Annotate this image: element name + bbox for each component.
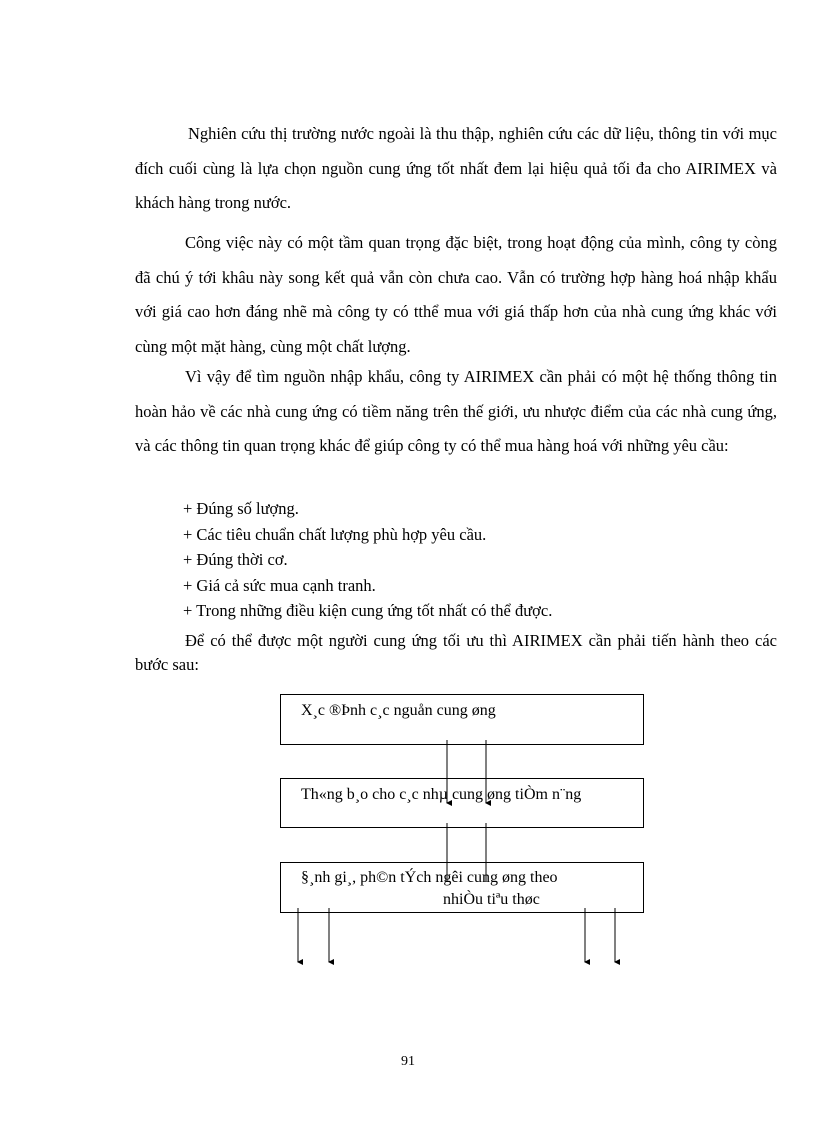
page-number: 91 (401, 1054, 415, 1069)
list-item: + Đúng số lượng. (183, 499, 299, 518)
list-item: + Các tiêu chuẩn chất lượng phù hợp yêu cầu. (183, 524, 487, 544)
paragraph-information-system: Vì vậy để tìm nguồn nhập khẩu, công ty AIRIMEX cần phải có một hệ thống thông tin hoàn hảo về các nhà cung ứng có tiềm năng trên thế giới, ưu nhược điểm của các nhà cung ứng, và các thông tin quan trọng khác để giúp công ty có thể mua hàng hoá với những yêu cầu: (135, 367, 777, 455)
requirements-list (183, 496, 552, 624)
paragraph-intro: Nghiên cứu thị trường nước ngoài là thu thập, nghiên cứu các dữ liệu, thông tin với mục đích cuối cùng là lựa chọn nguồn cung ứng tốt nhất đem lại hiệu quả tối đa cho AIRIMEX và khách hàng trong nước. (135, 124, 777, 212)
list-item: + Trong những điều kiện cung ứng tốt nhất có thể được. (183, 601, 553, 620)
list-item: + Giá cả sức mua cạnh tranh. (183, 575, 376, 595)
flowchart-step-label: X¸c ®Þnh c¸c nguån cung øng (301, 702, 496, 719)
flowchart-step-label-line2: nhiÒu tiªu thøc (443, 891, 540, 908)
flowchart-step-identify-sources (280, 694, 644, 745)
flowchart-step-label: Th«ng b¸o cho c¸c nhµ cung øng tiÒm n¨ng (301, 786, 582, 803)
paragraph-importance: Công việc này có một tầm quan trọng đặc biệt, trong hoạt động của mình, công ty còng đã chú ý tới khâu này song kết quả vẫn còn chưa cao. Vẫn có trường hợp hàng hoá nhập khẩu với giá cao hơn đáng nhẽ mà công ty có tthể mua với giá thấp hơn của nhà cung ứng khác với cùng một mặt hàng, cùng một chất lượng. (135, 233, 777, 356)
flowchart-step-notify-suppliers (280, 778, 644, 828)
list-item: + Đúng thời cơ. (183, 550, 288, 569)
paragraph-steps-intro: Để có thể được một người cung ứng tối ưu thì AIRIMEX cần phải tiến hành theo các bước sau: (135, 631, 777, 674)
flowchart-step-evaluate-suppliers (280, 862, 644, 913)
flowchart-step-label: §¸nh gi¸, ph©n tÝch ngêi cung øng theo (301, 869, 558, 886)
